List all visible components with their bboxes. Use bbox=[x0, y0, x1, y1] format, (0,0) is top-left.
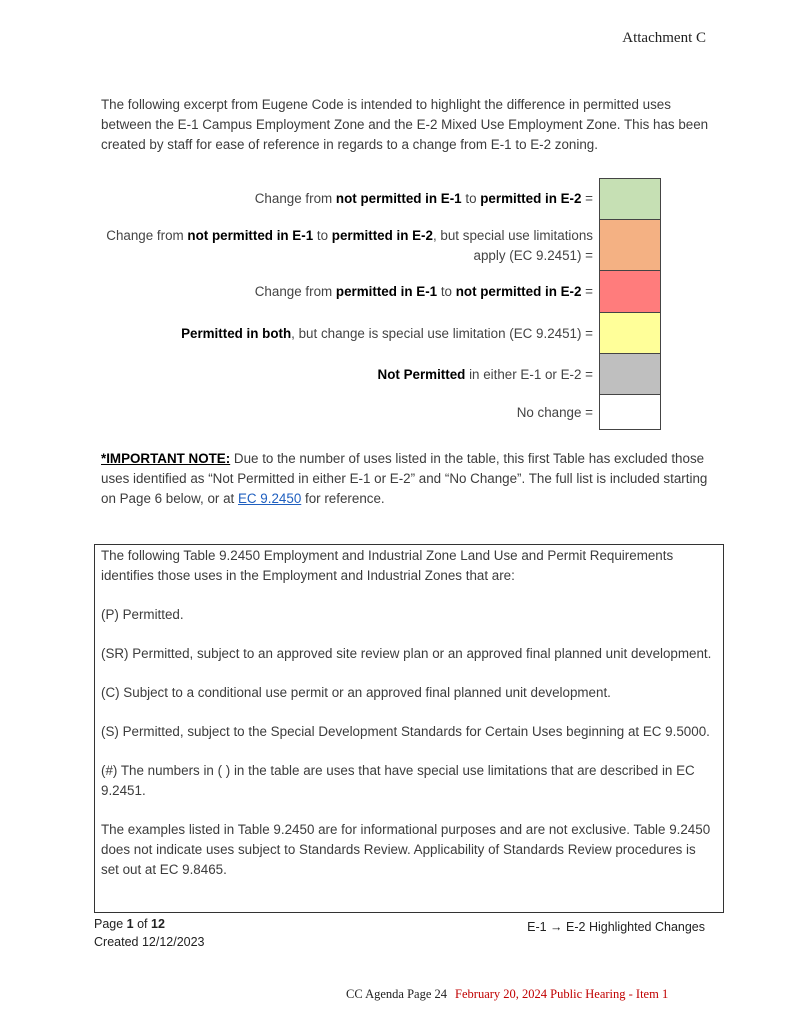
box-paragraph: (S) Permitted, subject to the Special Development Standards for Certain Uses beginning at EC 9.5000. bbox=[101, 724, 710, 739]
ec-9-2450-link[interactable]: EC 9.2450 bbox=[237, 491, 302, 506]
legend-row bbox=[100, 354, 661, 395]
footer-document-title: E-1 → E-2 Highlighted Changes bbox=[527, 920, 705, 934]
legend-color-swatch bbox=[599, 270, 661, 313]
legend-label: Change from permitted in E-1 to not permitted in E-2 = bbox=[254, 284, 593, 299]
color-legend bbox=[100, 178, 661, 430]
attachment-label: Attachment C bbox=[622, 30, 706, 46]
page-number: Page 1 of 12 bbox=[94, 917, 165, 931]
legend-color-swatch bbox=[599, 219, 661, 271]
legend-label: Change from not permitted in E-1 to permitted in E-2 = bbox=[254, 191, 593, 206]
hearing-label: February 20, 2024 Public Hearing - Item 1 bbox=[455, 987, 669, 1001]
box-paragraph: (SR) Permitted, subject to an approved site review plan or an approved final planned unit development. bbox=[101, 646, 712, 661]
important-note-tail: for reference. bbox=[301, 491, 385, 506]
legend-row bbox=[100, 178, 661, 220]
important-note bbox=[101, 449, 721, 509]
page-footer-left bbox=[94, 915, 205, 951]
agenda-page: CC Agenda Page 24 bbox=[346, 987, 448, 1001]
box-paragraph: (P) Permitted. bbox=[101, 607, 184, 622]
legend-label: Not Permitted in either E-1 or E-2 = bbox=[377, 366, 593, 382]
important-note-text: Due to the number of uses listed in the table, this first Table has excluded those uses identified as “Not Permitted in either E-1 or E-2” and “No Change”. The full list is included starting on Page 6 below, or at bbox=[101, 451, 708, 506]
legend-row bbox=[100, 220, 661, 271]
legend-row bbox=[100, 313, 661, 354]
agenda-stamp bbox=[346, 987, 668, 1002]
box-paragraph: The examples listed in Table 9.2450 are for informational purposes and are not exclusive. Table 9.2450 does not indicate uses subject to Standards Review. Applicability of Standards Review procedures is set out at EC 9.8465. bbox=[101, 822, 711, 877]
box-paragraph: (C) Subject to a conditional use permit or an approved final planned unit development. bbox=[101, 685, 611, 700]
legend-label: Permitted in both, but change is special use limitation (EC 9.2451) = bbox=[181, 325, 593, 341]
legend-label: No change = bbox=[516, 404, 593, 420]
legend-row bbox=[100, 271, 661, 313]
legend-color-swatch bbox=[599, 353, 661, 395]
box-paragraph: (#) The numbers in ( ) in the table are uses that have special use limitations that are described in EC 9.2451. bbox=[101, 763, 695, 798]
important-note-label: *IMPORTANT NOTE: bbox=[101, 451, 231, 466]
created-date: Created 12/12/2023 bbox=[94, 935, 205, 949]
legend-color-swatch bbox=[599, 394, 661, 430]
legend-row bbox=[100, 395, 661, 430]
permit-requirements-box bbox=[94, 544, 724, 913]
legend-color-swatch bbox=[599, 178, 661, 220]
legend-label: Change from not permitted in E-1 to permitted in E-2, but special use limitations apply (EC 9.2451) = bbox=[106, 227, 593, 263]
box-paragraph: The following Table 9.2450 Employment and Industrial Zone Land Use and Permit Requirements identifies those uses in the Employment and Industrial Zones that are: bbox=[101, 548, 674, 583]
intro-paragraph: The following excerpt from Eugene Code is intended to highlight the difference in permitted uses between the E-1 Campus Employment Zone and the E-2 Mixed Use Employment Zone. This has been created by staff for ease of reference in regards to a change from E-1 to E-2 zoning. bbox=[101, 97, 709, 152]
legend-color-swatch bbox=[599, 312, 661, 354]
